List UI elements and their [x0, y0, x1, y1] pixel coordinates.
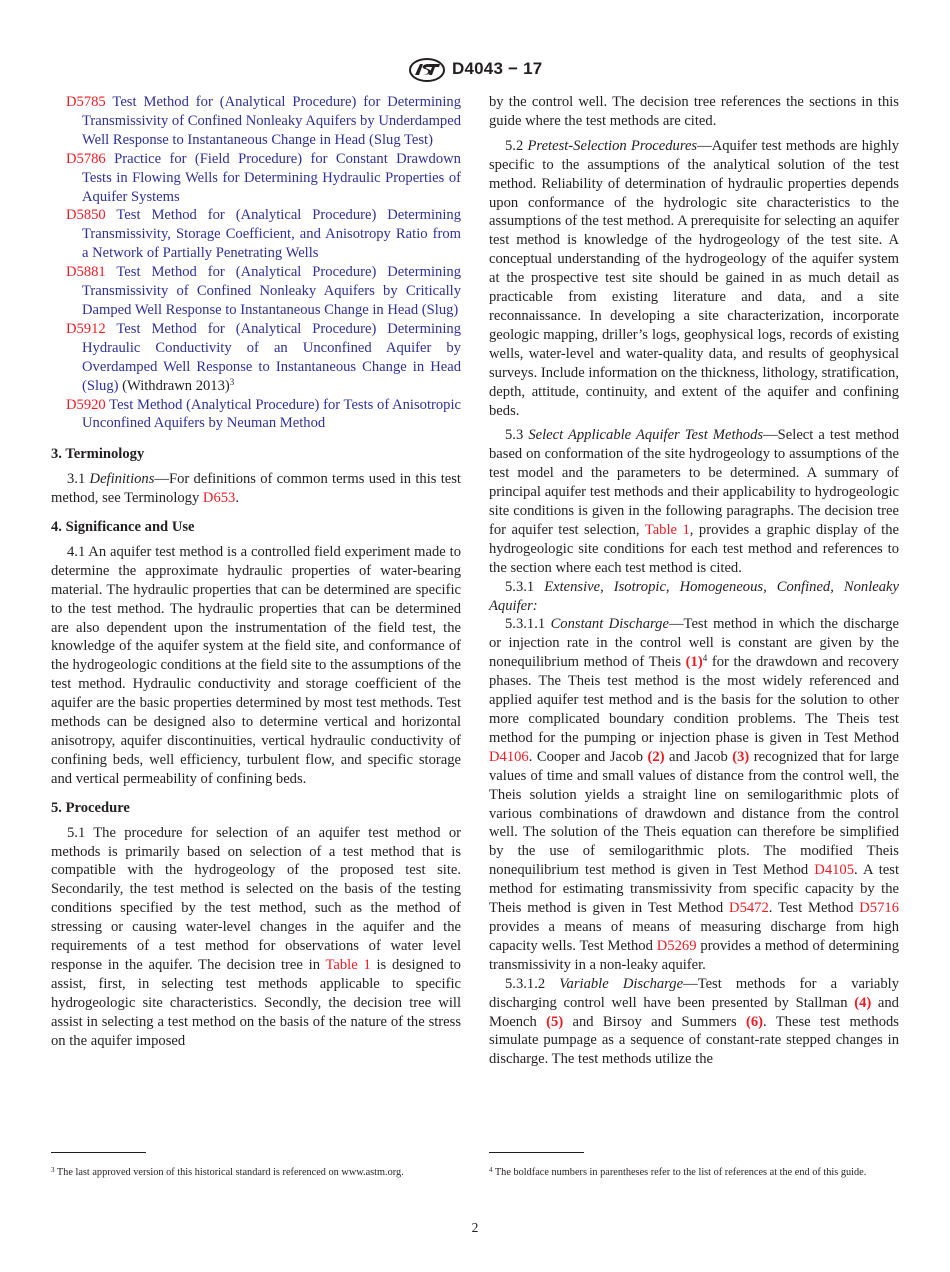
link-d4105[interactable]: D4105: [814, 862, 855, 879]
paragraph-4-1: 4.1 An aquifer test method is a controlled field experiment made to determine the approximate hydraulic properties of water-bearing material. The hydraulic properties that can be determined are specific to the test method. The hydraulic properties that can be determined are also dependent upon the instrumentation of the field test, the knowledge of the aquifer system at the field site, and conformance of the hydrogeologic conditions at the field site to the assumptions of the test method. Hydraulic conductivity and storage coefficient of the aquifer are the basic properties determined by most test methods. Test methods can be designed also to determine vertical and horizontal anisotropy, aquifer discontinuities, vertical hydraulic conductivity of confining beds, well efficiency, turbulent flow, and specific storage and vertical permeability of confining beds.: [51, 543, 461, 787]
reference-code[interactable]: D5920: [66, 396, 106, 413]
footnote-text: The last approved version of this historical standard is referenced on www.astm.org.: [56, 1167, 404, 1178]
citation-4[interactable]: (4): [854, 994, 872, 1011]
citation-5[interactable]: (5): [546, 1013, 564, 1030]
left-column: [51, 93, 461, 1051]
reference-title[interactable]: Practice for (Field Procedure) for Constant Drawdown Tests in Flowing Wells for Determining Hydraulic Properties of Aquifer Systems: [82, 150, 461, 205]
right-column: [489, 93, 899, 1069]
paragraph-5-3-1-2: 5.3.1.2 Variable Discharge—Test methods for a variably discharging control well have been presented by Stallman (4) and Moench (5) and Birsoy and Summers (6). These test methods simulate pumpage as a sequence of constant-rate stepped changes in discharge. The test methods utilize the: [489, 975, 900, 1068]
footnote-4: [489, 1163, 899, 1181]
reference-code[interactable]: D5786: [66, 150, 106, 167]
reference-item: [51, 263, 461, 320]
footnote-3: [51, 1163, 461, 1181]
link-d5716[interactable]: D5716: [859, 900, 899, 917]
footnote-marker: 3: [229, 376, 235, 387]
paragraph-5-3-1-1: 5.3.1.1 Constant Discharge—Test method in which the discharge or injection rate in the control well is constant are given by the nonequilibrium method of Theis $(1)^4$ for the drawdown and recovery phases. The Theis test method is the most widely referenced and applied aquifer test method and is the basis for the solution to other more complicated boundary condition problems. The Theis test method for the pumping or injection phase is given in Test Method D4106. Cooper and Jacob (2) and Jacob (3) recognized that for large values of time and small values of distance from the control well, the Theis solution yields a straight line on semilogarithmic plots of various combinations of drawdown and distance from the control well. The solution of the Theis equation can therefore be simplified by the use of semilogarithmic plots. The modified Theis nonequilibrium test method is given in Test Method D4105. A test method for estimating transmissivity from specific capacity by the Theis method is given in Test Method D5472. Test Method D5716 provides a means of means of measuring discharge from high capacity wells. Test Method D5269 provides a method of determining transmissivity in a non-leaky aquifer.: [489, 616, 900, 973]
footnote-marker: 4: [702, 653, 708, 664]
reference-code[interactable]: D5881: [66, 264, 106, 281]
reference-item: [51, 396, 461, 434]
link-d5472[interactable]: D5472: [729, 900, 769, 917]
reference-code[interactable]: D5850: [66, 207, 106, 224]
paragraph-5-2: 5.2 Pretest-Selection Procedures—Aquifer test methods are highly specific to the assumptions of the analytical solution of the test method. Reliability of determination of hydraulic properties depends upon conformance of the hydrologic site characteristics to the assumptions of the test method. A prerequisite for selecting an aquifer test method is knowledge of the hydrogeology of the test site. A conceptual understanding of the hydrogeology of the aquifer system at the prospective test site should be gained in as much detail as practicable from existing literature and data, and a site reconnaissance. In developing a site characterization, incorporate geologic mapping, driller’s logs, geophysical logs, records of existing wells, water-level and water-quality data, and results of geophysical surveys. Include information on the thickness, lithology, stratification, depth, attitude, continuity, and extent of the aquifer and confining beds.: [489, 137, 899, 419]
citation-6[interactable]: (6): [746, 1013, 764, 1030]
section-heading: 3. Terminology: [51, 446, 145, 463]
reference-title[interactable]: Test Method for (Analytical Procedure) Determining Hydraulic Conductivity of an Unconfined Aquifer by Overdamped Well Response to Instantaneous Change in Head (Slug): [82, 320, 461, 394]
paragraph-5-1-continued: by the control well. The decision tree references the sections in this guide where the test methods are cited.: [489, 94, 899, 129]
page-number: 2: [471, 1220, 479, 1235]
section-heading: 5. Procedure: [51, 799, 130, 816]
footnote-text: The boldface numbers in parentheses refer to the list of references at the end of this guide.: [494, 1167, 867, 1178]
link-d653[interactable]: D653: [202, 490, 236, 507]
footnote-divider: [51, 1152, 146, 1153]
page-header: [0, 58, 950, 82]
link-d5269[interactable]: D5269: [656, 937, 697, 954]
reference-title[interactable]: Test Method for (Analytical Procedure) Determining Transmissivity of Confined Nonleaky Aquifers by Critically Damped Well Response to Instantaneous Change in Head (Slug): [82, 264, 461, 318]
reference-title[interactable]: Test Method for (Analytical Procedure) Determining Transmissivity, Storage Coefficient, and Anisotropy Ratio from a Network of Partially Penetrating Wells: [82, 207, 461, 262]
citation-2[interactable]: (2): [647, 748, 665, 765]
paragraph-3-1: 3.1 Definitions—For definitions of common terms used in this test method, see Terminology D653.: [51, 471, 461, 507]
link-table-1[interactable]: Table 1: [644, 521, 690, 538]
reference-item: [51, 206, 461, 263]
reference-title[interactable]: Test Method for (Analytical Procedure) for Determining Transmissivity of Confined Nonleaky Aquifers by Underdamped Well Response to Instantaneous Change in Head (Slug Test): [82, 94, 462, 148]
reference-code[interactable]: D5912: [66, 320, 106, 337]
astm-logo-icon: [409, 58, 445, 82]
section-heading: 4. Significance and Use: [51, 519, 195, 536]
withdrawn-note: (Withdrawn 2013): [122, 377, 230, 394]
footnote-number: 4: [489, 1166, 493, 1174]
reference-list: [51, 93, 461, 433]
citation-3[interactable]: (3): [732, 748, 750, 765]
reference-item: [51, 320, 461, 396]
link-table-1[interactable]: Table 1: [325, 956, 371, 973]
footnote-number: 3: [51, 1166, 55, 1174]
reference-item: [51, 150, 461, 207]
footnote-divider: [489, 1152, 584, 1153]
reference-item: [51, 93, 461, 150]
citation-1[interactable]: (1): [685, 654, 703, 671]
paragraph-5-3: 5.3 Select Applicable Aquifer Test Methods—Select a test method based on conformation of the site hydrogeology to assumptions of the test model and the parameters to be determined. A summary of principal aquifer test methods and their applicability to hydrogeologic site conditions is given in the following paragraphs. The decision tree for aquifer test selection, Table 1, provides a graphic display of the hydrogeologic site conditions for each test method and references to the section where each test method is cited.: [489, 427, 899, 576]
paragraph-5-1: 5.1 The procedure for selection of an aquifer test method or methods is primarily based on selection of a test method that is compatible with the hydrogeology of the proposed test site. Secondarily, the test method is selected on the basis of the testing conditions specified by the test method, such as the method of stressing or causing water-level changes in the aquifer and the requirements of a test method for observations of water level response in the aquifer. The decision tree in Table 1 is designed to assist, first, in selecting test methods applicable to specific hydrogeologic site characteristics. Secondly, the decision tree will assist in selecting a test method on the basis of the nature of the stress on the aquifer imposed: [51, 824, 461, 1049]
paragraph-5-3-1: 5.3.1 Extensive, Isotropic, Homogeneous, Confined, Nonleaky Aquifer:: [489, 578, 899, 614]
reference-title[interactable]: Test Method (Analytical Procedure) for Tests of Anisotropic Unconfined Aquifers by Neuman Method: [82, 396, 461, 432]
link-d4106[interactable]: D4106: [489, 748, 529, 765]
document-designation: D4043 − 17: [452, 59, 543, 78]
reference-code[interactable]: D5785: [66, 94, 106, 110]
